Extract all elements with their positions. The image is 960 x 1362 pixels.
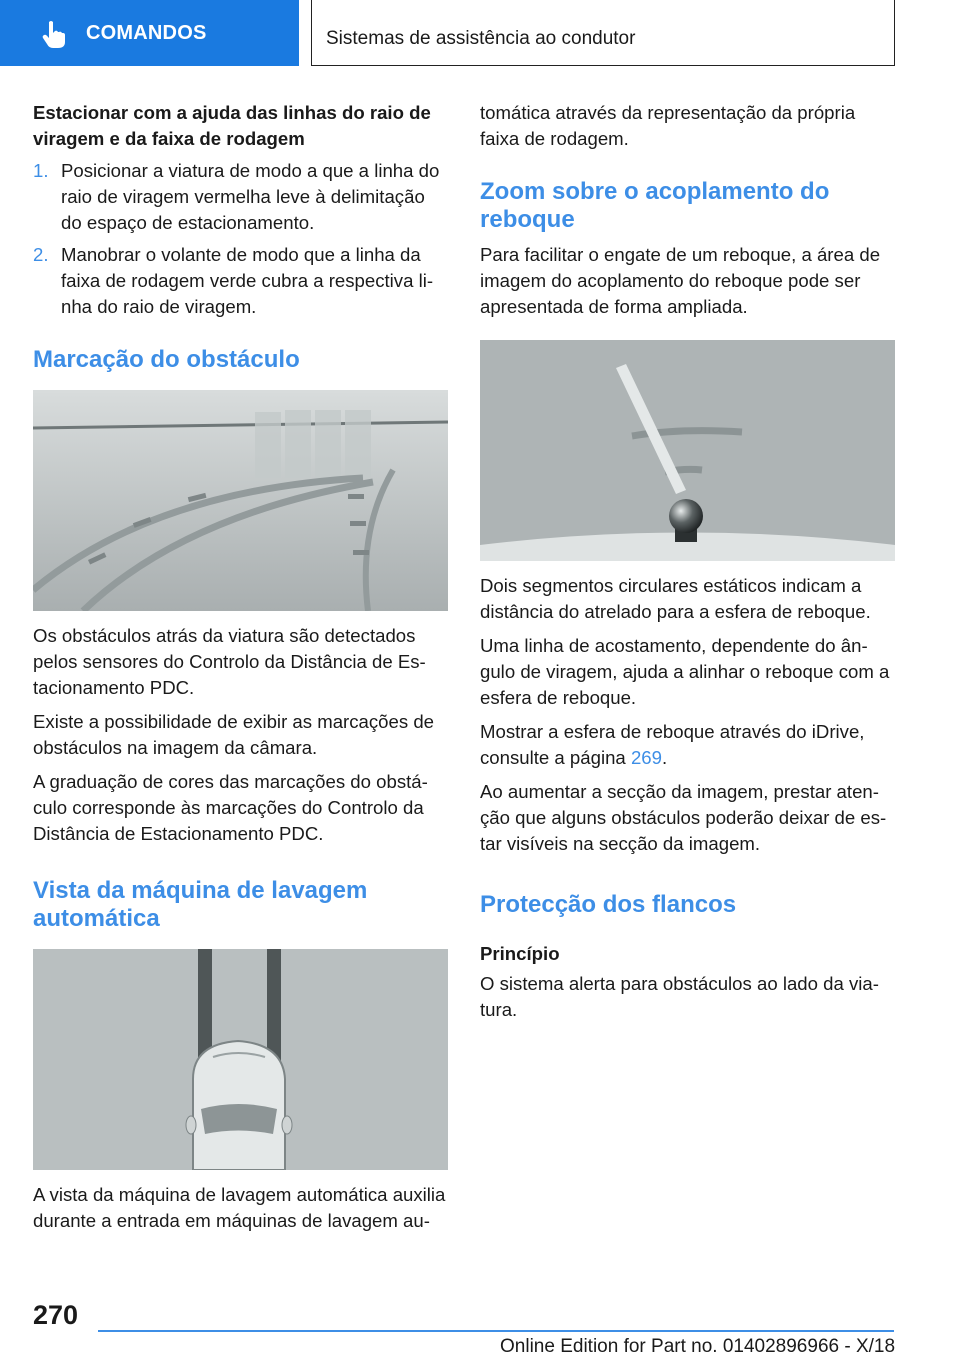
step-text: Posicionar a viatura de modo a que a linha do raio de viragem vermelha leve à delimitação do espaço de estacionamento. bbox=[61, 160, 440, 233]
carwash-view-figure bbox=[33, 949, 448, 1170]
zoom-paragraph: Uma linha de acostamento, dependente do ân-gulo de viragem, ajuda a alinhar o reboque com a esfera de reboque. bbox=[480, 635, 890, 708]
step-number: 2. bbox=[33, 244, 49, 265]
obstacle-paragraph: Os obstáculos atrás da viatura são detectados pelos sensores do Controlo da Distância de Es-tacionamento PDC. bbox=[33, 625, 426, 698]
obstacle-paragraph: Existe a possibilidade de exibir as marcações de obstáculos na imagem da câmara. bbox=[33, 711, 435, 758]
right-column bbox=[480, 100, 895, 1031]
zoom-intro: Para facilitar o engate de um reboque, a área de imagem do acoplamento do reboque pode ser apresentada de forma ampliada. bbox=[480, 244, 881, 317]
idrive-end: . bbox=[661, 747, 668, 768]
page-reference-link[interactable]: 269 bbox=[630, 747, 662, 768]
principle-heading: Princípio bbox=[480, 943, 560, 964]
carwash-heading: Vista da máquina de lavagem automática bbox=[33, 877, 368, 932]
carwash-paragraph: A vista da máquina de lavagem automática auxilia durante a entrada em máquinas de lavagem au- bbox=[33, 1184, 446, 1231]
idrive-text: Mostrar a esfera de reboque através do iDrive, consulte a página bbox=[480, 721, 865, 768]
footer-divider bbox=[98, 1330, 894, 1332]
list-item bbox=[33, 158, 448, 236]
zoom-paragraph: Dois segmentos circulares estáticos indicam a distância do atrelado para a esfera de reboque. bbox=[480, 575, 871, 622]
step-text: Manobrar o volante de modo que a linha da faixa de rodagem verde cubra a respectiva li-nha do raio de viragem. bbox=[61, 244, 434, 317]
chapter-tab-label: COMANDOS bbox=[86, 22, 207, 44]
obstacle-paragraph: A graduação de cores das marcações do obstá-culo corresponde às marcações do Controlo da Distância de Estacionamento PDC. bbox=[33, 771, 428, 844]
flank-heading: Protecção dos flancos bbox=[480, 891, 737, 918]
left-column bbox=[33, 100, 448, 1242]
carwash-continued: tomática através da representação da própria faixa de rodagem. bbox=[480, 102, 856, 149]
steps-heading: Estacionar com a ajuda das linhas do raio de viragem e da faixa de rodagem bbox=[33, 102, 431, 149]
section-header bbox=[311, 0, 895, 66]
zoom-heading: Zoom sobre o acoplamento do reboque bbox=[480, 178, 830, 233]
zoom-note: Ao aumentar a secção da imagem, prestar aten-ção que alguns obstáculos poderão deixar de es-tar visíveis na secção da imagem. bbox=[480, 781, 887, 854]
obstacle-heading: Marcação do obstáculo bbox=[33, 346, 300, 373]
footer-edition: Online Edition for Part no. 01402896966 - X/18 bbox=[500, 1336, 896, 1357]
list-item bbox=[33, 242, 448, 320]
obstacle-marking-figure bbox=[33, 390, 448, 611]
idrive-paragraph bbox=[480, 719, 895, 771]
step-number: 1. bbox=[33, 160, 49, 181]
principle-text: O sistema alerta para obstáculos ao lado da via-tura. bbox=[480, 973, 879, 1020]
section-title: Sistemas de assistência ao condutor bbox=[326, 28, 636, 49]
page-number: 270 bbox=[33, 1300, 79, 1330]
hand-pointer-icon bbox=[40, 20, 68, 50]
trailer-coupling-figure bbox=[480, 340, 895, 561]
chapter-tab[interactable] bbox=[0, 0, 299, 66]
steps-list bbox=[33, 158, 448, 320]
